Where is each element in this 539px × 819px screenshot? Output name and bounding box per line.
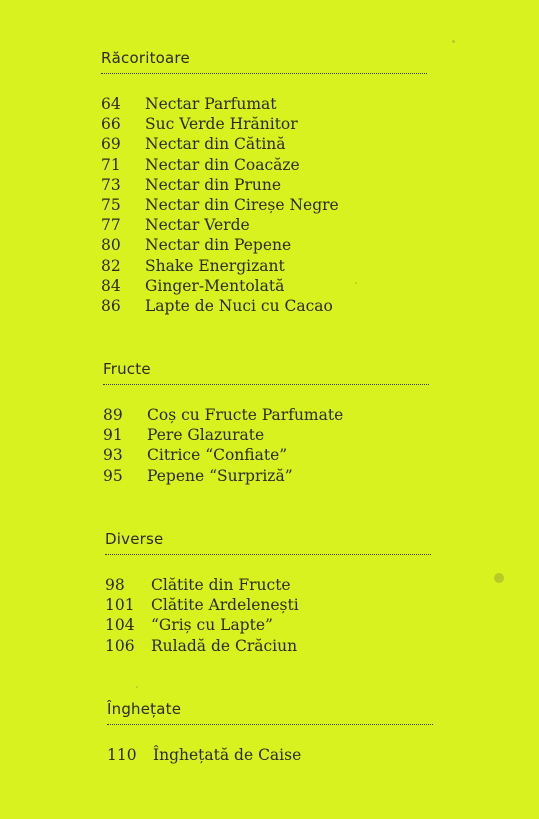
toc-entry[interactable] [101,235,441,255]
entry-title: Nectar din Cătină [145,135,286,154]
dotted-divider [107,724,433,725]
page-number: 75 [101,196,121,215]
entry-title: Clătite Ardelenești [151,596,299,615]
toc-entry[interactable] [103,445,443,465]
section-title: Înghețate [107,700,182,718]
entry-title: Pere Glazurate [147,426,265,445]
page-number: 95 [103,466,123,485]
toc-entry[interactable] [101,256,441,276]
entry-title: Shake Energizant [145,256,285,275]
paper-speck [136,686,138,688]
page-number: 82 [101,256,121,275]
section-title: Diverse [105,530,164,548]
toc-entry[interactable] [101,114,441,134]
toc-entry[interactable] [105,575,445,595]
page-number: 66 [101,115,121,134]
toc-entry[interactable] [101,296,441,316]
entry-title: Nectar din Prune [145,175,281,194]
toc-entry[interactable] [105,595,445,615]
entry-list [105,575,445,656]
toc-entry[interactable] [105,636,445,656]
entry-title: “Griș cu Lapte” [151,616,273,635]
toc-entry[interactable] [103,425,443,445]
toc-entry[interactable] [101,215,441,235]
toc-entry[interactable] [101,175,441,195]
section-title: Răcoritoare [101,49,190,67]
entry-title: Coș cu Fructe Parfumate [147,406,344,424]
entry-title: Suc Verde Hrănitor [145,115,298,134]
entry-title: Citrice “Confiate” [147,446,288,465]
page-number: 104 [105,616,135,635]
section-diverse [105,530,445,656]
page-number: 93 [103,446,123,465]
toc-entry[interactable] [105,615,445,635]
entry-title: Lapte de Nuci cu Cacao [145,297,333,316]
toc-entry[interactable] [101,134,441,154]
section-fructe [103,360,443,486]
entry-title: Ginger-Mentolată [145,276,285,295]
entry-title: Clătite din Fructe [151,576,291,594]
section-inghetate [107,700,447,765]
dotted-divider [105,554,431,555]
page-number: 77 [101,216,121,235]
page-number: 84 [101,276,121,295]
toc-entry[interactable] [101,195,441,215]
entry-title: Nectar Verde [145,216,250,235]
page-number: 101 [105,596,135,615]
page-number: 91 [103,426,123,445]
paper-speck [355,282,357,284]
page-number: 89 [103,406,123,424]
section-racoritoare [101,49,441,316]
entry-title: Nectar din Cireșe Negre [145,196,339,215]
entry-title: Pepene “Surpriză” [147,466,293,485]
paper-speck [452,40,455,43]
entry-list [101,94,441,316]
entry-title: Ruladă de Crăciun [151,636,298,655]
toc-entry[interactable] [101,155,441,175]
entry-title: Nectar din Coacăze [145,155,300,174]
dotted-divider [103,384,429,385]
toc-entry[interactable] [101,276,441,296]
page-number: 69 [101,135,121,154]
toc-entry[interactable] [101,94,441,114]
dotted-divider [101,73,427,74]
entry-title: Nectar Parfumat [145,95,277,113]
page-number: 106 [105,636,135,655]
page-number: 110 [107,746,137,764]
page-number: 73 [101,175,121,194]
page-number: 86 [101,297,121,316]
paper-speck [494,573,504,583]
toc-entry[interactable] [103,405,443,425]
page-number: 64 [101,95,121,113]
page-number: 98 [105,576,125,594]
page-number: 71 [101,155,121,174]
entry-list [107,745,447,765]
toc-entry[interactable] [107,745,447,765]
entry-title: Nectar din Pepene [145,236,292,255]
page-number: 80 [101,236,121,255]
toc-entry[interactable] [103,466,443,486]
entry-list [103,405,443,486]
section-title: Fructe [103,360,151,378]
entry-title: Înghețată de Caise [153,746,302,764]
